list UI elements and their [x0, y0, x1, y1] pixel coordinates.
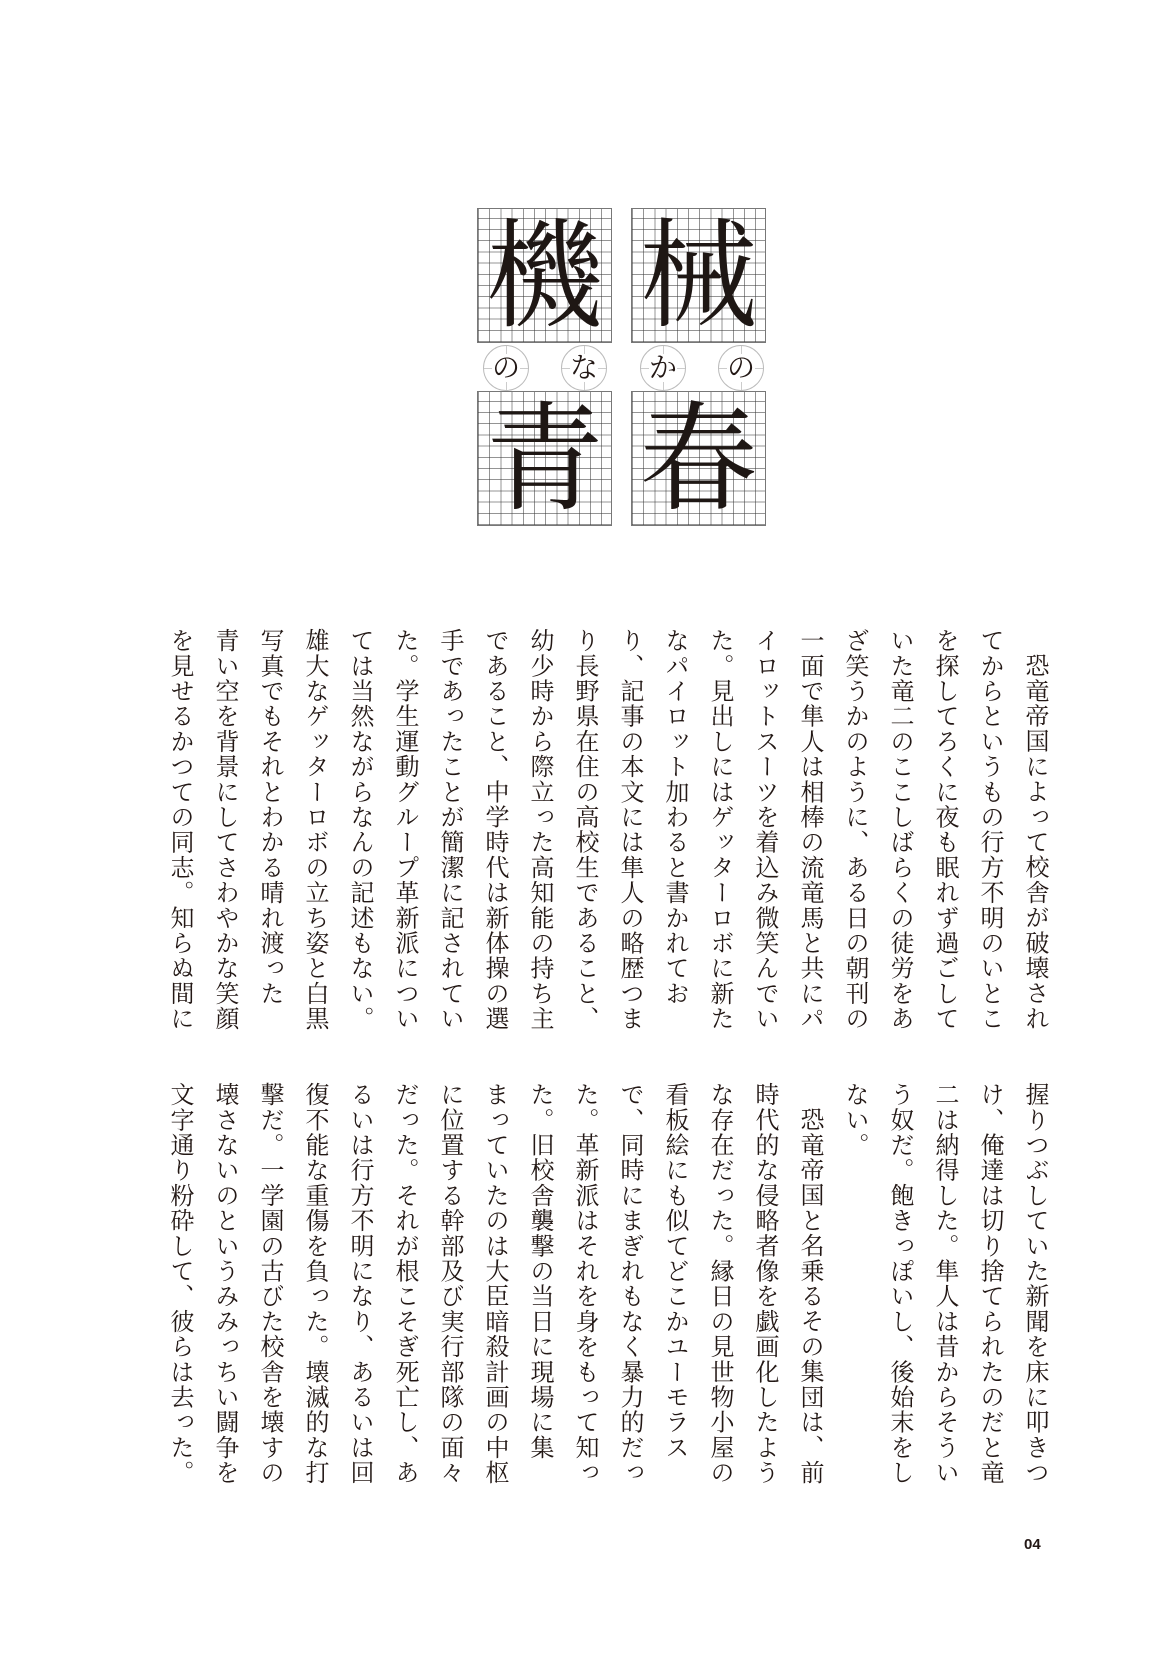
- title-kana-circle: [561, 345, 607, 391]
- text-column: ない。: [841, 1082, 869, 1158]
- text-column: た。見出しにはゲッターロボに新た: [706, 628, 734, 1032]
- text-column: に位置する幹部及び実行部隊の面々: [436, 1082, 464, 1486]
- text-column: 二は納得した。隼人は昔からそうい: [931, 1082, 959, 1486]
- text-column: た。革新派はそれを身をもって知っ: [571, 1082, 599, 1486]
- text-column: なパイロット加わると書かれてお: [661, 628, 689, 1006]
- body-text-bottom: [157, 1082, 1057, 1492]
- title-char: 機: [485, 206, 604, 345]
- text-column: 時代的な侵略者像を戯画化したよう: [751, 1082, 779, 1486]
- text-column: 文字通り粉砕して、彼らは去った。: [166, 1082, 194, 1486]
- text-column: だった。それが根こそぎ死亡し、あ: [391, 1082, 419, 1486]
- title-kana: の: [491, 351, 520, 384]
- title-char-box: [631, 208, 766, 343]
- page-number: 04: [1024, 1536, 1041, 1553]
- text-column: 看板絵にも似てどこかユーモラス: [661, 1082, 689, 1460]
- text-column: 写真でもそれとわかる晴れ渡った: [256, 628, 284, 1006]
- text-column: 復不能な重傷を負った。壊滅的な打: [301, 1082, 329, 1486]
- title-kana-circle: [718, 345, 764, 391]
- text-column: るいは行方不明になり、あるいは回: [346, 1082, 374, 1486]
- text-column: ては当然ながらなんの記述もない。: [346, 628, 374, 1032]
- text-column: てからというもの行方不明のいとこ: [976, 628, 1004, 1032]
- text-column: まっていたのは大臣暗殺計画の中枢: [481, 1082, 509, 1486]
- text-column: イロットスーツを着込み微笑んでい: [751, 628, 779, 1032]
- text-column: 壊さないのというみみっちい闘争を: [211, 1082, 239, 1486]
- text-column: 握りつぶしていた新聞を床に叩きつ: [1021, 1082, 1049, 1486]
- title-char-box: [477, 208, 612, 343]
- text-column: 手であったことが簡潔に記されてい: [436, 628, 464, 1032]
- title-kana-circle: [640, 345, 686, 391]
- title-kana-circle: [483, 345, 529, 391]
- text-column: た。旧校舎襲撃の当日に現場に集: [526, 1082, 554, 1460]
- title-char-box: [631, 391, 766, 526]
- text-column: を探してろくに夜も眠れず過ごして: [931, 628, 959, 1032]
- title-char-box: [477, 391, 612, 526]
- text-column: 青い空を背景にしてさわやかな笑顔: [211, 628, 239, 1032]
- title-kana: か: [648, 351, 677, 384]
- text-column: 恐竜帝国によって校舎が破壊され: [1021, 653, 1049, 1031]
- text-column: た。学生運動グループ革新派につい: [391, 628, 419, 1032]
- title-char: 春: [639, 389, 758, 528]
- text-column: いた竜二のここしばらくの徒労をあ: [886, 628, 914, 1032]
- text-column: を見せるかつての同志。知らぬ間に: [166, 628, 194, 1032]
- text-column: 幼少時から際立った高知能の持ち主: [526, 628, 554, 1032]
- text-column: 撃だ。一学園の古びた校舎を壊すの: [256, 1082, 284, 1486]
- body-text-top: [157, 628, 1057, 1038]
- text-column: ざ笑うかのように、ある日の朝刊の: [841, 628, 869, 1032]
- title-char: 青: [485, 389, 604, 528]
- text-column: 恐竜帝国と名乗るその集団は、前: [796, 1107, 824, 1485]
- text-column: であること、中学時代は新体操の選: [481, 628, 509, 1032]
- title-kana: の: [726, 351, 755, 384]
- text-column: な存在だった。縁日の見世物小屋の: [706, 1082, 734, 1486]
- text-column: で、同時にまぎれもなく暴力的だっ: [616, 1082, 644, 1486]
- text-column: 一面で隼人は相棒の流竜馬と共にパ: [796, 628, 824, 1032]
- title-kana: な: [569, 351, 598, 384]
- text-column: 雄大なゲッターロボの立ち姿と白黒: [301, 628, 329, 1032]
- text-column: り長野県在住の高校生であること、: [571, 628, 599, 1032]
- title-char: 械: [639, 206, 758, 345]
- text-column: け、俺達は切り捨てられたのだと竜: [976, 1082, 1004, 1486]
- text-column: り、記事の本文には隼人の略歴つま: [616, 628, 644, 1032]
- text-column: う奴だ。飽きっぽいし、後始末をし: [886, 1082, 914, 1486]
